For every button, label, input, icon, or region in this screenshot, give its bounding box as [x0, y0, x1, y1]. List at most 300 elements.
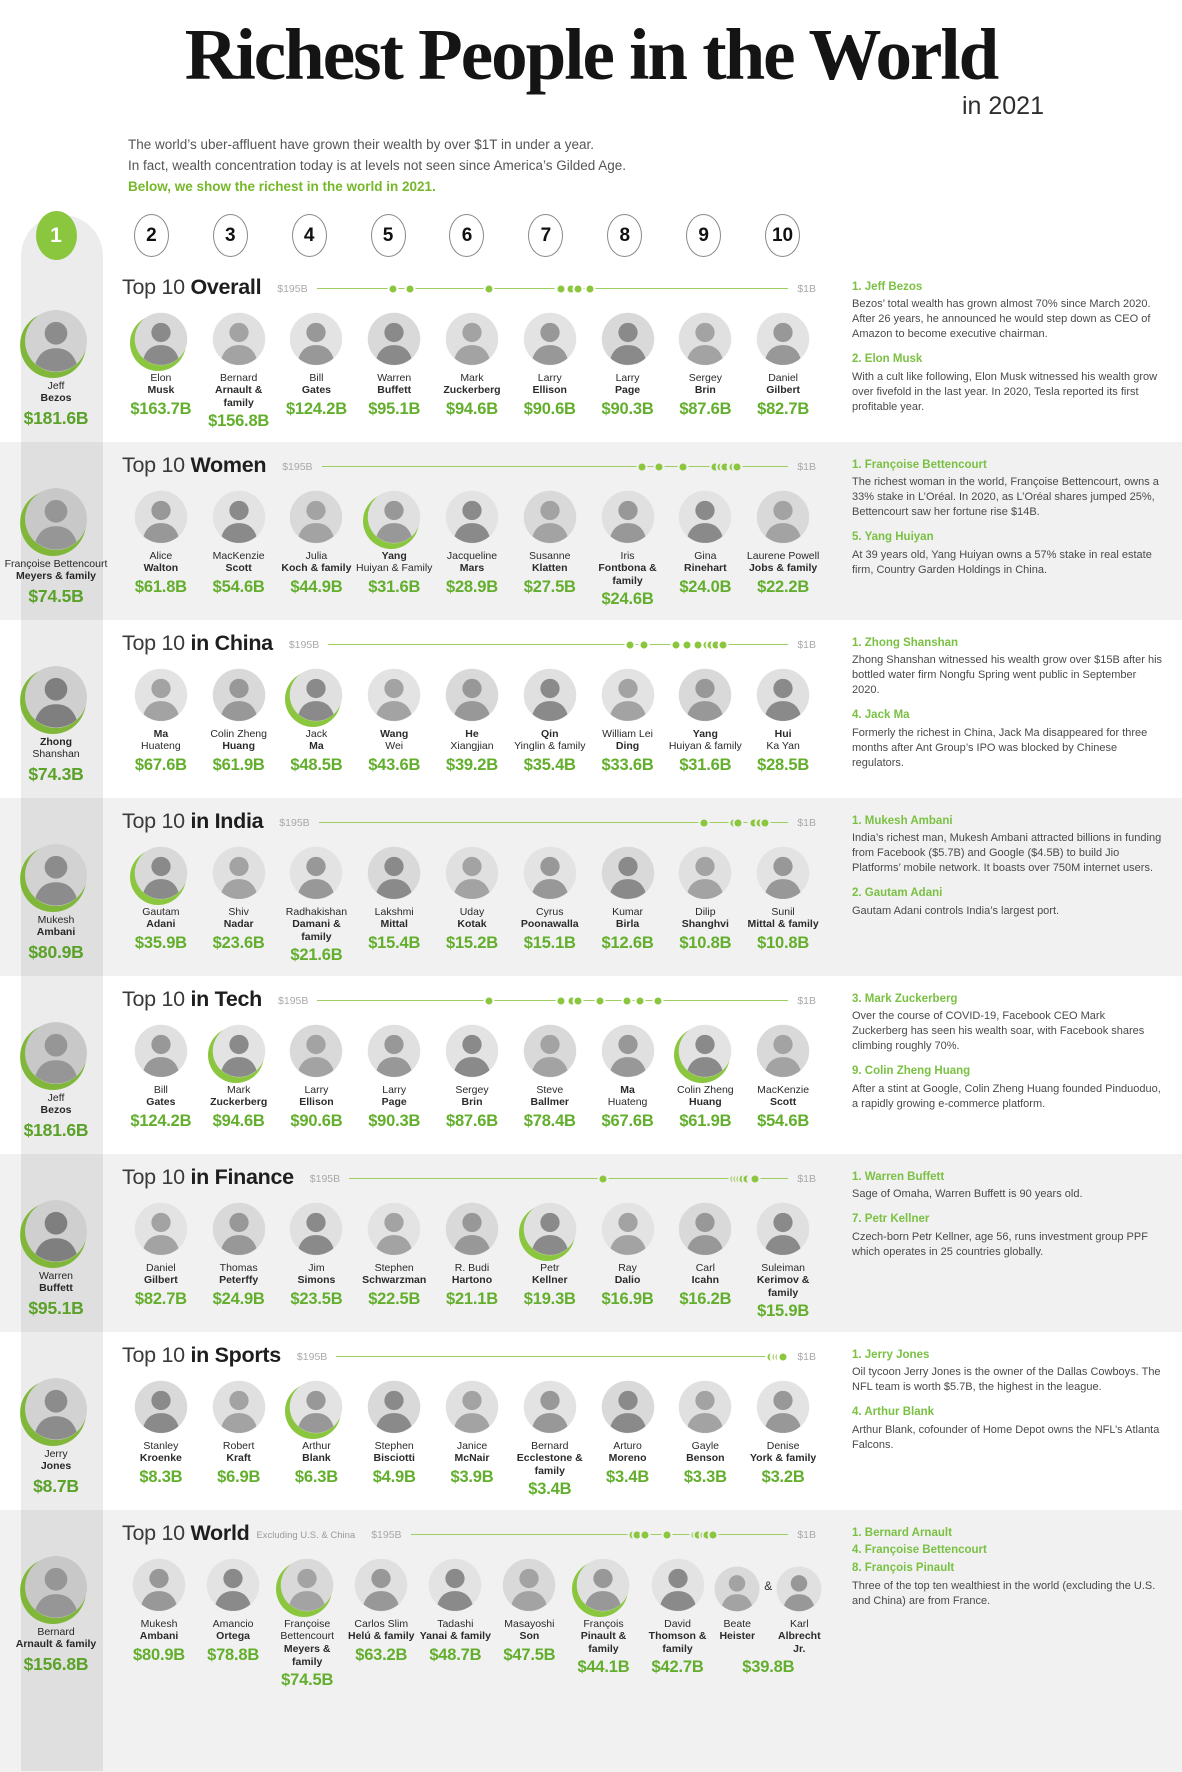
portrait-photo [211, 311, 267, 367]
net-worth-value: $21.1B [445, 1289, 498, 1308]
person-name-line1: Bernard [531, 1439, 569, 1452]
section-annotations [822, 1510, 1182, 1772]
person-name-line1: Gina [694, 549, 717, 562]
net-worth-value: $78.8B [207, 1645, 260, 1664]
person-card [278, 311, 356, 431]
portrait-photo [427, 1557, 483, 1613]
person-card [666, 311, 744, 431]
person-name [686, 1440, 725, 1466]
person-silhouette-icon [133, 1201, 189, 1257]
person-silhouette-icon [677, 845, 733, 901]
person-name-line1: Bernard [37, 1625, 75, 1638]
scale-min-label: $1B [797, 460, 816, 473]
person-silhouette-icon [677, 489, 733, 545]
people-row [122, 489, 822, 609]
person-name-line2: Thomson & family [648, 1630, 707, 1656]
person-name-line1: Sunil [771, 905, 795, 918]
person-name-line2: Damani & family [292, 918, 341, 944]
net-worth-value: $42.7B [651, 1657, 704, 1676]
net-worth-value: $39.8B [742, 1657, 795, 1676]
person-name-line1: Radhakishan [285, 905, 348, 918]
portrait-photo [211, 667, 267, 723]
person-silhouette-icon [522, 311, 578, 367]
person-card [278, 667, 356, 775]
person-name-line2: Kraft [226, 1452, 251, 1465]
portrait-photo [600, 311, 656, 367]
person-silhouette-icon [444, 667, 500, 723]
person-silhouette-icon [133, 1379, 189, 1435]
person-name-line1: Gautam [142, 905, 180, 918]
person-name [219, 1262, 258, 1288]
person-name-line1: Wang [380, 727, 409, 740]
person-name-line2: Rinehart [684, 562, 727, 575]
person-name-line2: Ballmer [530, 1096, 570, 1109]
person-silhouette-icon [211, 311, 267, 367]
scale-track [336, 1356, 788, 1358]
person-name-line2: Poonawalla [520, 918, 579, 931]
section-main [112, 1332, 822, 1510]
person-name-line1: Bill [153, 1083, 168, 1096]
annotation-heading: 1. Zhong Shanshan [852, 636, 959, 649]
portrait-photo [600, 489, 656, 545]
person-card [355, 1023, 433, 1131]
person-silhouette-icon [755, 311, 811, 367]
rank-circle-2: 2 [134, 214, 169, 257]
person-silhouette-icon [600, 311, 656, 367]
person-card [122, 1557, 196, 1690]
person-silhouette-icon [205, 1557, 261, 1613]
annotation-body: Three of the top ten wealthiest in the world (excluding the U.S. and China) are from France. [852, 1580, 1156, 1608]
section-women [0, 442, 1182, 620]
portrait-photo [600, 1201, 656, 1257]
portrait-photo [366, 1023, 422, 1079]
person-name-line1: Yang [381, 549, 407, 562]
portrait-photo [133, 489, 189, 545]
person-name-line2: Hartono [451, 1274, 493, 1287]
person-silhouette-icon [600, 1023, 656, 1079]
section-main [112, 620, 822, 798]
person-name-line1: William Lei [602, 727, 653, 740]
net-worth-value: $24.6B [601, 589, 654, 608]
net-worth-value: $181.6B [23, 407, 89, 428]
people-row [122, 667, 822, 775]
net-worth-value: $23.5B [290, 1289, 343, 1308]
person-name-line1: Thomas [219, 1261, 258, 1274]
rank-circle-5: 5 [371, 214, 406, 257]
person-card [511, 1023, 589, 1131]
portrait-photo [600, 667, 656, 723]
person-name-line2: Gates [146, 1096, 176, 1109]
portrait-photo [755, 311, 811, 367]
person-silhouette-icon [522, 1201, 578, 1257]
person-name [210, 728, 267, 754]
person-name-line2: Ambani [36, 926, 76, 939]
person-name-line1: Amancio [212, 1617, 254, 1630]
person-name-line2: Mittal & family [747, 918, 819, 931]
net-worth-value: $43.6B [368, 755, 421, 774]
net-worth-value: $124.2B [285, 399, 347, 418]
person-card [433, 1201, 511, 1321]
person-silhouette-icon [600, 489, 656, 545]
person-card [589, 1379, 667, 1499]
person-card [589, 1201, 667, 1321]
person-name-line1: MacKenzie [212, 549, 265, 562]
annotation-heading: 1. Warren Buffett [852, 1170, 945, 1183]
person-name-line2: Huiyan & Family [355, 562, 433, 575]
person-name-line1: Ma [620, 1083, 635, 1096]
net-worth-value: $4.9B [372, 1467, 416, 1486]
net-worth-value: $22.5B [368, 1289, 421, 1308]
person-name-line2: Musk [147, 384, 175, 397]
net-worth-value: $74.3B [28, 763, 84, 784]
portrait-photo [755, 489, 811, 545]
person-card [433, 1379, 511, 1499]
person-name-line2: Zuckerberg [210, 1096, 268, 1109]
person-name-line2: Kellner [531, 1274, 568, 1287]
net-worth-value: $23.6B [212, 933, 265, 952]
person-name [612, 906, 643, 932]
person-name-line1: Jeff [47, 379, 65, 392]
person-silhouette-icon [366, 667, 422, 723]
person-card [122, 311, 200, 431]
person-name [140, 1618, 179, 1644]
portrait-photo [211, 489, 267, 545]
rank-circle-4: 4 [292, 214, 327, 257]
wealth-scale [297, 1351, 816, 1363]
annotation [852, 1064, 1162, 1112]
person-silhouette-icon [353, 1557, 409, 1613]
person-name [380, 728, 408, 754]
rank-circles-row [0, 208, 1182, 264]
person-name-line2: Meyers & family [16, 570, 96, 583]
wealth-dot [749, 1173, 760, 1184]
wealth-dot [732, 461, 743, 472]
person-silhouette-icon [444, 1201, 500, 1257]
person-silhouette-icon [522, 845, 578, 901]
person-name-line2: Buffett [39, 1282, 73, 1295]
person-silhouette-icon [133, 845, 189, 901]
annotation-body: Zhong Shanshan witnessed his wealth grow over $15B after his bottled water firm Nongfu Spring went public in September 2020. [852, 654, 1163, 697]
portrait-photo [755, 1201, 811, 1257]
wealth-dot [387, 283, 398, 294]
person-card [666, 845, 744, 965]
person-name-line1: Daniel [768, 371, 798, 384]
person-silhouette-icon [677, 1023, 733, 1079]
annotation-body: Sage of Omaha, Warren Buffett is 90 years old. [852, 1188, 1083, 1201]
portrait-photo [366, 489, 422, 545]
net-worth-value: $31.6B [679, 755, 732, 774]
portrait-photo [575, 1557, 631, 1613]
person-name-line2: Ellison [532, 384, 567, 397]
person-name-line2: Zuckerberg [443, 384, 501, 397]
scale-track [322, 466, 789, 468]
net-worth-value: $90.3B [368, 1111, 421, 1130]
wealth-dot [698, 817, 709, 828]
net-worth-value: $16.2B [679, 1289, 732, 1308]
person-name-line2: Brin [461, 1096, 483, 1109]
person-name-line2: Mars [459, 562, 485, 575]
section-annotations [822, 976, 1182, 1154]
section-title-prefix: Top 10 [122, 987, 191, 1012]
scale-track [317, 1000, 788, 1002]
person-name [757, 1084, 809, 1110]
section-title [122, 1165, 294, 1190]
section-title [122, 453, 266, 478]
person-name [299, 1084, 333, 1110]
person-name-line1: David [664, 1617, 691, 1630]
section-finance [0, 1154, 1182, 1332]
net-worth-value: $15.1B [523, 933, 576, 952]
rank-circles-2-10 [112, 214, 822, 257]
wealth-dot [637, 461, 648, 472]
person-name-line2: Arnault & family [215, 384, 263, 410]
intro-line-2: In fact, wealth concentration today is at levels not seen since America’s Gilded Age. [128, 157, 627, 173]
scale-min-label: $1B [797, 638, 816, 651]
person-name [750, 1440, 816, 1466]
person-silhouette-icon [522, 667, 578, 723]
person-name-line2: Brin [694, 384, 716, 397]
section-title [122, 631, 273, 656]
net-worth-value: $10.8B [757, 933, 810, 952]
person-name-line2: Yinglin & family [514, 740, 586, 753]
section-main [112, 1510, 822, 1772]
person-card [744, 1379, 822, 1499]
person-name [362, 1262, 426, 1288]
annotation [852, 708, 1162, 771]
person-name [641, 1618, 715, 1656]
person-name-line1: Jack [305, 727, 328, 740]
person-card [200, 1201, 278, 1321]
person-silhouette-icon [444, 1379, 500, 1435]
annotation [852, 992, 1162, 1055]
person-card [278, 1379, 356, 1499]
section-title-prefix: Top 10 [122, 1521, 191, 1546]
portrait-photo [755, 845, 811, 901]
person-name-line2: Moreno [608, 1452, 647, 1465]
person-silhouette-icon [366, 845, 422, 901]
person-silhouette-icon [133, 311, 189, 367]
person-silhouette-icon [677, 1201, 733, 1257]
person-silhouette-icon [427, 1557, 483, 1613]
section-title-bold: in Tech [190, 987, 263, 1012]
net-worth-value: $156.8B [23, 1653, 89, 1674]
person-silhouette-icon [575, 1557, 631, 1613]
rank-circle-10: 10 [765, 214, 800, 257]
portrait-photo [366, 845, 422, 901]
portrait-photo [288, 667, 344, 723]
person-name [348, 1618, 415, 1644]
person-name-line2: Nadar [223, 918, 254, 931]
net-worth-value: $3.9B [450, 1467, 494, 1486]
section-title [122, 987, 262, 1012]
net-worth-value: $124.2B [130, 1111, 192, 1130]
person-name-line1: Sergey [455, 1083, 489, 1096]
person-name [748, 906, 819, 932]
person-card [744, 1201, 822, 1321]
person-name [443, 372, 500, 398]
portrait-photo [133, 311, 189, 367]
people-row [122, 311, 822, 431]
person-card [122, 1201, 200, 1321]
portrait-photo [366, 1379, 422, 1435]
portrait-photo [444, 489, 500, 545]
wealth-dot [625, 639, 636, 650]
person-card [492, 1557, 566, 1690]
portrait-photo [133, 1023, 189, 1079]
person-name [504, 1618, 554, 1644]
person-name [692, 1262, 719, 1288]
person-card [278, 845, 356, 965]
person-silhouette-icon [288, 1023, 344, 1079]
person-name-line1: Colin Zheng [210, 727, 267, 740]
net-worth-value: $3.3B [683, 1467, 727, 1486]
person-name [302, 1440, 331, 1466]
net-worth-value: $80.9B [28, 941, 84, 962]
person-card [744, 311, 822, 431]
person-card [200, 667, 278, 775]
section-main [112, 442, 822, 620]
person-name [719, 1618, 755, 1644]
net-worth-value: $24.0B [679, 577, 732, 596]
portrait-photo [650, 1557, 706, 1613]
person-name [147, 372, 174, 398]
person-name [531, 1084, 570, 1110]
person-name-line2: Ka Yan [766, 740, 800, 753]
scale-max-label: $195B [371, 1528, 402, 1541]
person-name-line1: Stephen [374, 1261, 414, 1274]
section-main [112, 976, 822, 1154]
person-name [297, 1262, 335, 1288]
person-name-line2: Klatten [531, 562, 568, 575]
wealth-scale [310, 1173, 816, 1185]
wealth-scale [278, 995, 816, 1007]
section-grid [0, 620, 1182, 798]
person-silhouette-icon [713, 1565, 761, 1613]
person-name-line1: Jim [308, 1261, 325, 1274]
person-name-line1: Robert [222, 1439, 255, 1452]
person-name-line2: Dalio [614, 1274, 641, 1287]
person-name-line1: Karl [789, 1617, 809, 1630]
person-name-line2: Huateng [607, 1096, 648, 1109]
portrait-photo [755, 1023, 811, 1079]
annotation [852, 814, 1162, 877]
person-name-line1: Julia [305, 549, 328, 562]
section-title [122, 1343, 281, 1368]
section-world [0, 1510, 1182, 1772]
wealth-dot [682, 639, 693, 650]
annotation-heading: 1. Bernard Arnault [852, 1526, 952, 1539]
person-silhouette-icon [522, 1379, 578, 1435]
person-card [122, 489, 200, 609]
person-name-line2: Albrecht Jr. [778, 1630, 821, 1656]
portrait-photo [444, 667, 500, 723]
section-title [122, 809, 263, 834]
person-card [511, 489, 589, 609]
section-title-prefix: Top 10 [122, 1343, 191, 1368]
wealth-dot [635, 995, 646, 1006]
person-name-line1: Colin Zheng [677, 1083, 734, 1096]
scale-max-label: $195B [282, 460, 313, 473]
annotation [852, 1170, 1162, 1203]
portrait-photo [288, 845, 344, 901]
person-name-line1: Bernard [219, 371, 258, 384]
person-name-line2: Ecclestone & family [516, 1452, 583, 1478]
section-title [122, 1521, 249, 1546]
person-silhouette-icon [211, 1201, 267, 1257]
annotation-body: India’s richest man, Mukesh Ambani attracted billions in funding from Facebook ($5.7B) and Google ($4.5B) to build Jio Platforms’ mobile network. It boasts over 750M internet users. [852, 832, 1162, 875]
person-name-line1: He [465, 727, 479, 740]
pair-ampersand: & [764, 1578, 773, 1593]
person-name-line2: Blank [302, 1452, 331, 1465]
scale-min-label: $1B [797, 282, 816, 295]
net-worth-value: $95.1B [368, 399, 421, 418]
wealth-dot [595, 995, 606, 1006]
person-card [200, 489, 278, 609]
net-worth-value: $61.9B [212, 755, 265, 774]
person-name-line2: Bezos [40, 1104, 72, 1117]
person-name-line2: Kroenke [139, 1452, 182, 1465]
net-worth-value: $27.5B [523, 577, 576, 596]
net-worth-value: $28.9B [445, 577, 498, 596]
person-silhouette-icon [288, 1201, 344, 1257]
person-name-line2: Peterffy [219, 1274, 259, 1287]
person-name-line1: Lakshmi [374, 905, 414, 918]
person-name-line2: Huiyan & family [668, 740, 742, 753]
person-card [278, 489, 356, 609]
person-name [689, 372, 722, 398]
net-worth-value: $12.6B [601, 933, 654, 952]
person-name-line2: Ding [615, 740, 640, 753]
person-name-line1: Bill [309, 371, 324, 384]
portrait-photo [133, 1201, 189, 1257]
person-name-line1: Carlos Slim [354, 1617, 409, 1630]
person-name-line2: Gates [301, 384, 332, 397]
person-card [666, 667, 744, 775]
person-name-line2: Shanshan [32, 748, 80, 761]
person-silhouette-icon [366, 1023, 422, 1079]
portrait-photo [444, 845, 500, 901]
person-card [200, 1023, 278, 1131]
person-silhouette-icon [211, 1379, 267, 1435]
person-silhouette-icon [501, 1557, 557, 1613]
net-worth-value: $54.6B [212, 577, 265, 596]
wealth-dot [707, 1529, 718, 1540]
person-name [773, 1618, 825, 1656]
person-name [608, 1084, 648, 1110]
person-silhouette-icon [755, 845, 811, 901]
person-name-line1: Iris [620, 549, 635, 562]
net-worth-value: $67.6B [601, 1111, 654, 1130]
person-silhouette-icon [522, 489, 578, 545]
person-name-line1: Uday [459, 905, 485, 918]
person-name [602, 728, 653, 754]
portrait-photo [677, 845, 733, 901]
person-name-line1: MacKenzie [757, 1083, 810, 1096]
portrait-photo [755, 1379, 811, 1435]
person-name [766, 728, 799, 754]
person-name [615, 372, 640, 398]
person-name-line1: Larry [304, 1083, 329, 1096]
section-title-bold: in Sports [190, 1343, 281, 1368]
portrait-photo [600, 845, 656, 901]
net-worth-value: $44.9B [290, 577, 343, 596]
net-worth-value: $33.6B [601, 755, 654, 774]
annotation [852, 280, 1162, 343]
person-name-line2: Wei [385, 740, 404, 753]
person-name-line2: Koch & family [281, 562, 352, 575]
section-grid [0, 1510, 1182, 1772]
annotation-heading: 2. Elon Musk [852, 353, 923, 366]
